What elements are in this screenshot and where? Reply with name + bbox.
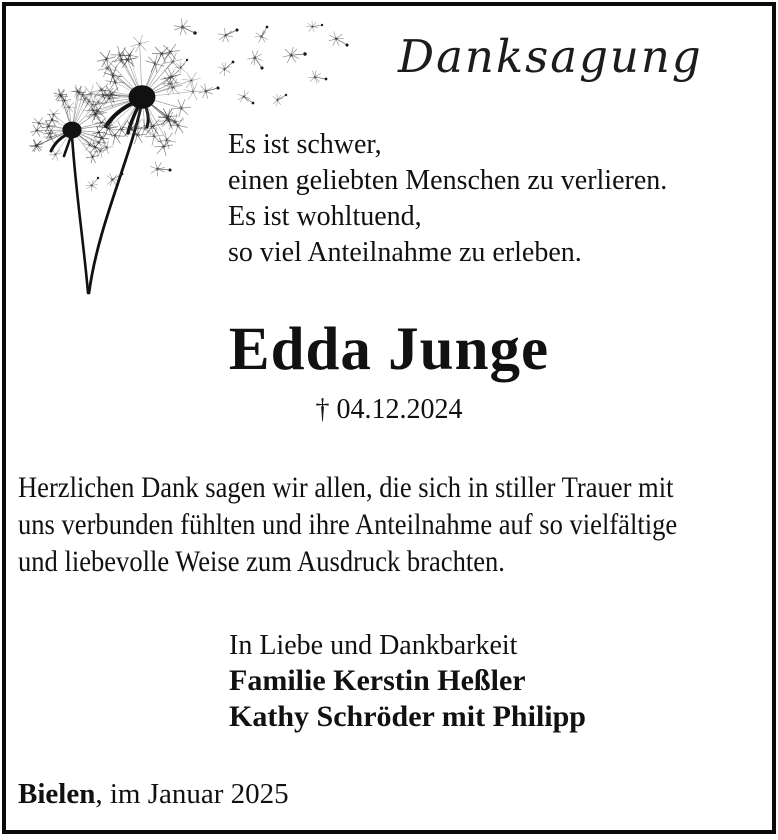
place-date-rest: , im Januar 2025 <box>95 778 289 810</box>
verse-line: Es ist schwer, <box>228 129 382 160</box>
death-date: † 04.12.2024 <box>315 394 463 425</box>
deceased-name: Edda Junge <box>228 316 550 383</box>
signature-line: Kathy Schröder mit Philipp <box>229 700 586 733</box>
closing-block <box>229 629 586 735</box>
notice-type-title: Danksagung <box>398 30 703 83</box>
verse-line: Es ist wohltuend, <box>228 201 422 232</box>
thanks-line: Herzlichen Dank sagen wir allen, die sich in stiller Trauer mit <box>18 471 674 504</box>
signature-line: Familie Kerstin Heßler <box>229 664 526 697</box>
closing-line: In Liebe und Dankbarkeit <box>229 630 518 661</box>
thanks-line: und liebevolle Weise zum Ausdruck brachten. <box>18 545 505 578</box>
verse-line: einen geliebten Menschen zu verlieren. <box>228 165 668 196</box>
verse-line: so viel Anteilnahme zu erleben. <box>228 237 582 268</box>
place-date-line <box>18 777 289 811</box>
thanks-line: uns verbunden fühlten und ihre Anteilnahme auf so vielfältige <box>18 508 678 541</box>
opening-verse <box>228 127 667 271</box>
place-name: Bielen <box>18 778 96 810</box>
thanks-paragraph <box>18 469 677 580</box>
